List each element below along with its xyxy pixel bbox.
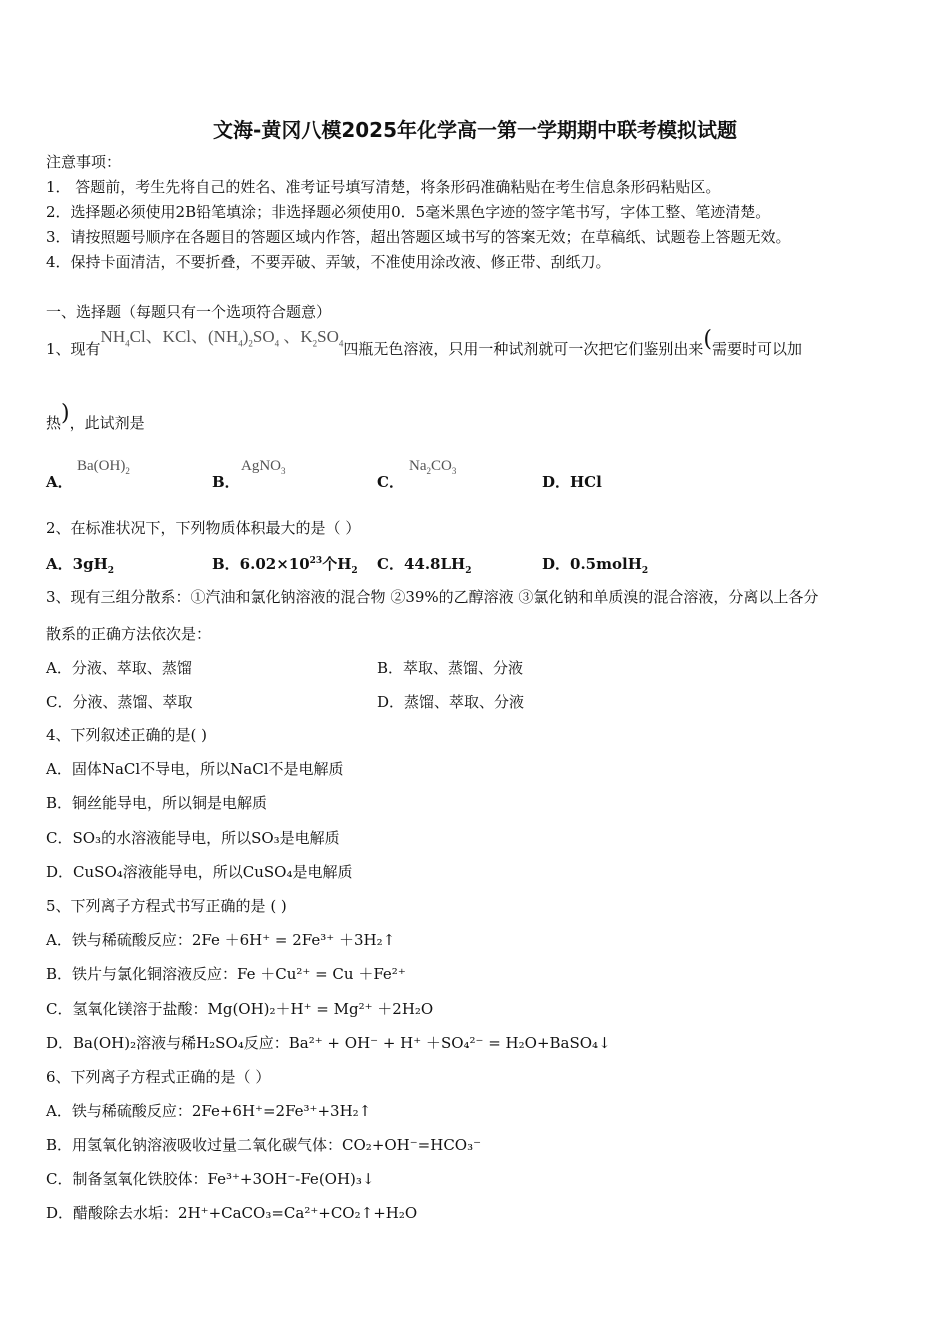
notice-item: 3．请按照题号顺序在各题目的答题区域内作答，超出答题区域书写的答案无效；在草稿纸、试题卷上答题无效。 [46,228,791,246]
question-3-line2: 散系的正确方法依次是： [46,625,212,643]
section-heading: 一、选择题（每题只有一个选项符合题意） [46,303,332,321]
notice-heading: 注意事项： [46,153,122,171]
option-a: A．$3gH_2$ [46,555,115,576]
formula-salts: $NH_4Cl$、KCl、$(NH_4)_2SO_4$ 、$K_2SO_4$ [100,327,344,349]
option-b: B．萃取、蒸馏、分液 [377,659,524,677]
question-1-lead: 1、现有 [46,340,101,358]
option-c: C．制备氢氧化铁胶体：Fe³⁺+3OH⁻-Fe(OH)₃↓ [46,1170,375,1188]
question-1-line2: 热)，此试剂是 [46,401,145,432]
option-c: C． [377,473,404,491]
option-b: B．用氢氧化钠溶液吸收过量二氧化碳气体：CO₂+OH⁻=HCO₃⁻ [46,1136,482,1154]
formula-agno3: AgNO$_3$ [241,458,286,476]
question-3-line1: 3、现有三组分散系：①汽油和氯化钠溶液的混合物 ②39%的乙醇溶液 ③氯化钠和单质溴的混合溶液，分离以上各分 [46,588,819,606]
page-title: 文海-黄冈八模2025年化学高一第一学期期中联考模拟试题 [213,118,737,142]
option-d: D．HCl [542,473,602,491]
question-5-stem: 5、下列离子方程式书写正确的是 ( ) [46,897,287,915]
option-c: C．分液、蒸馏、萃取 [46,693,193,711]
question-1-tail2: 需要时可以加 [712,340,803,358]
notice-item: 2．选择题必须使用2B铅笔填涂；非选择题必须使用0．5毫米黑色字迹的签字笔书写，字体工整、笔迹清楚。 [46,203,771,221]
option-b: B． [212,473,240,491]
notice-item: 4．保持卡面清洁，不要折叠，不要弄破、弄皱，不准使用涂改液、修正带、刮纸刀。 [46,253,611,271]
question-4-stem: 4、下列叙述正确的是( ) [46,726,208,744]
question-2-stem: 2、在标准状况下，下列物质体积最大的是（ ） [46,519,361,537]
option-a: A．固体NaCl不导电，所以NaCl不是电解质 [46,760,344,778]
option-d: D．醋酸除去水垢：2H⁺+CaCO₃=Ca²⁺+CO₂↑+H₂O [46,1204,418,1222]
option-b: B．$6.02\times 10^{23}$个$H_2$ [212,555,358,576]
option-c: C．氢氧化镁溶于盐酸：Mg(OH)₂＋H⁺ = Mg²⁺ ＋2H₂O [46,1000,434,1018]
option-a: A． [46,473,73,491]
option-c: C．SO₃的水溶液能导电，所以SO₃是电解质 [46,829,340,847]
option-a: A．铁与稀硫酸反应：2Fe+6H⁺=2Fe³⁺+3H₂↑ [46,1102,372,1120]
option-d: D．Ba(OH)₂溶液与稀H₂SO₄反应：Ba²⁺ + OH⁻ + H⁺ ＋SO₄²⁻ = H₂O+BaSO₄↓ [46,1034,611,1052]
notice-item: 1． 答题前，考生先将自己的姓名、准考证号填写清楚，将条形码准确粘贴在考生信息条形码粘贴区。 [46,178,721,196]
option-c: C．$44.8LH_2$ [377,555,472,576]
option-d: D．0.5molH$_2$ [542,555,649,576]
option-d: D．CuSO₄溶液能导电，所以CuSO₄是电解质 [46,863,353,881]
formula-baoh2: $Ba(OH)_2$ [77,458,130,476]
formula-na2co3: $Na_2CO_3$ [409,458,457,476]
option-d: D．蒸馏、萃取、分液 [377,693,525,711]
option-a: A．分液、萃取、蒸馏 [46,659,192,677]
question-1-tail: 四瓶无色溶液，只用一种试剂就可一次把它们鉴别出来 [343,340,704,358]
option-a: A．铁与稀硫酸反应：2Fe ＋6H⁺ = 2Fe³⁺ ＋3H₂↑ [46,931,396,949]
question-6-stem: 6、下列离子方程式正确的是（ ） [46,1068,271,1086]
option-b: B．铜丝能导电，所以铜是电解质 [46,794,268,812]
option-b: B．铁片与氯化铜溶液反应：Fe ＋Cu²⁺ = Cu ＋Fe²⁺ [46,965,406,983]
question-1-line1: 1、现有$NH_4Cl$、KCl、$(NH_4)_2SO_4$ 、$K_2SO_4$四瓶无色溶液，只用一种试剂就可一次把它们鉴别出来(需要时可以加 [46,327,803,358]
